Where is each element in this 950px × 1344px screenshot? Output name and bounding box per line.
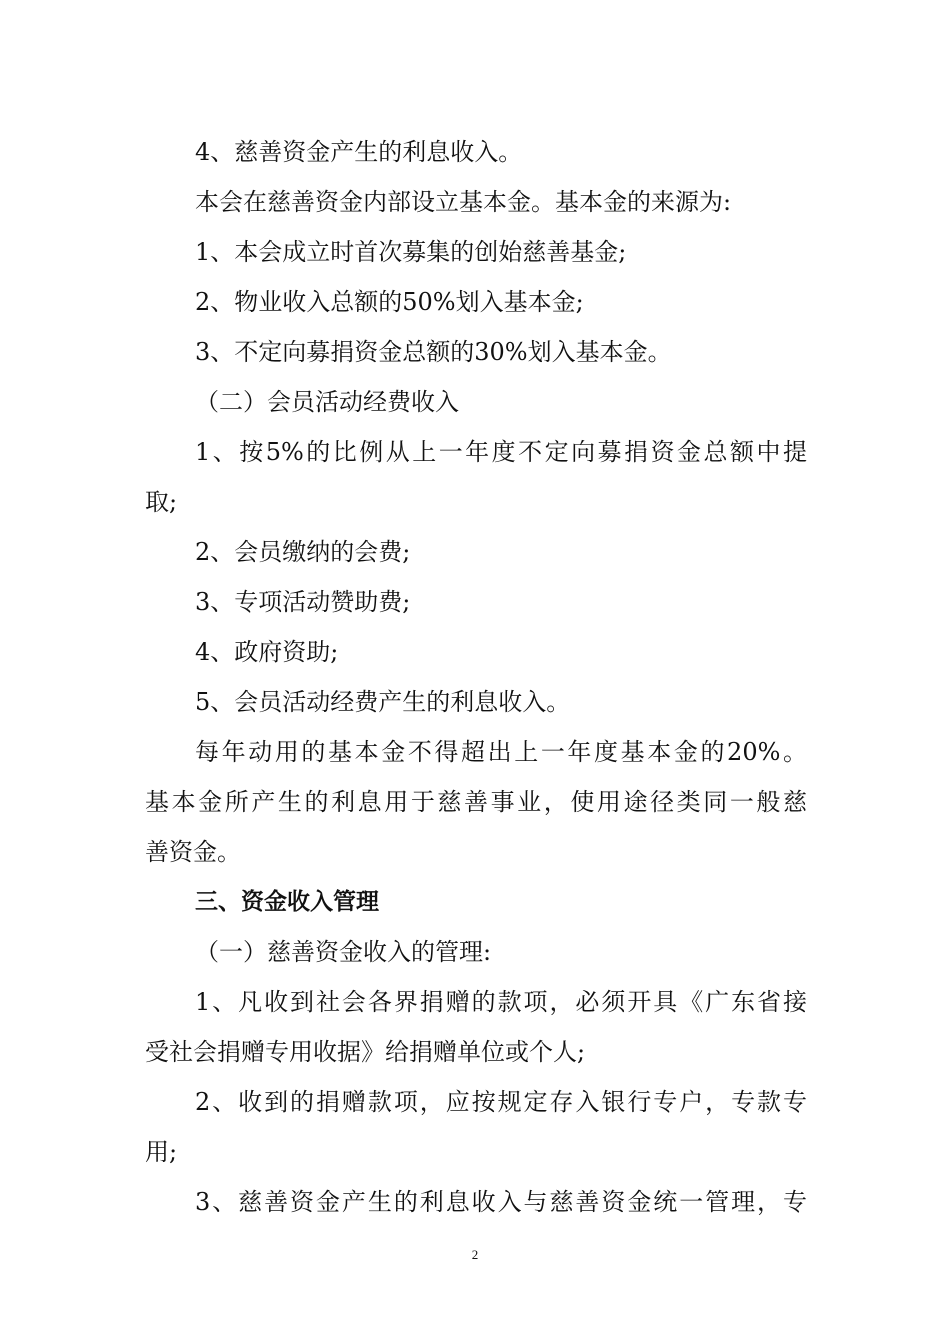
text-line: 2、物业收入总额的50%划入基本金; xyxy=(195,288,584,316)
section-heading: 三、资金收入管理 xyxy=(195,889,379,915)
text-line: 1、按5%的比例从上一年度不定向募捐资金总额中提 xyxy=(195,438,807,466)
page-number: 2 xyxy=(471,1247,479,1262)
text-line: 善资金。 xyxy=(145,838,241,866)
text-line: 受社会捐赠专用收据》给捐赠单位或个人; xyxy=(145,1038,586,1066)
text-line: 2、会员缴纳的会费; xyxy=(195,538,411,566)
text-line: 3、专项活动赞助费; xyxy=(195,588,411,616)
text-line: 3、慈善资金产生的利息收入与慈善资金统一管理，专 xyxy=(195,1188,807,1216)
text-line: 取; xyxy=(145,488,178,516)
section-subheading: （一）慈善资金收入的管理: xyxy=(195,938,492,966)
text-line: 3、不定向募捐资金总额的30%划入基本金。 xyxy=(195,338,672,366)
text-line: 5、会员活动经费产生的利息收入。 xyxy=(195,688,571,716)
text-line: 1、本会成立时首次募集的创始慈善基金; xyxy=(195,238,627,266)
text-line: 4、政府资助; xyxy=(195,638,339,666)
text-line: 本会在慈善资金内部设立基本金。基本金的来源为: xyxy=(195,188,732,216)
text-line: 4、慈善资金产生的利息收入。 xyxy=(195,138,523,166)
text-line: 1、凡收到社会各界捐赠的款项，必须开具《广东省接 xyxy=(195,988,807,1016)
text-line: 每年动用的基本金不得超出上一年度基本金的20%。 xyxy=(195,738,807,766)
section-subheading: （二）会员活动经费收入 xyxy=(195,388,459,416)
text-line: 基本金所产生的利息用于慈善事业，使用途径类同一般慈 xyxy=(145,788,807,816)
text-line: 用; xyxy=(145,1138,178,1166)
text-line: 2、收到的捐赠款项，应按规定存入银行专户，专款专 xyxy=(195,1088,807,1116)
